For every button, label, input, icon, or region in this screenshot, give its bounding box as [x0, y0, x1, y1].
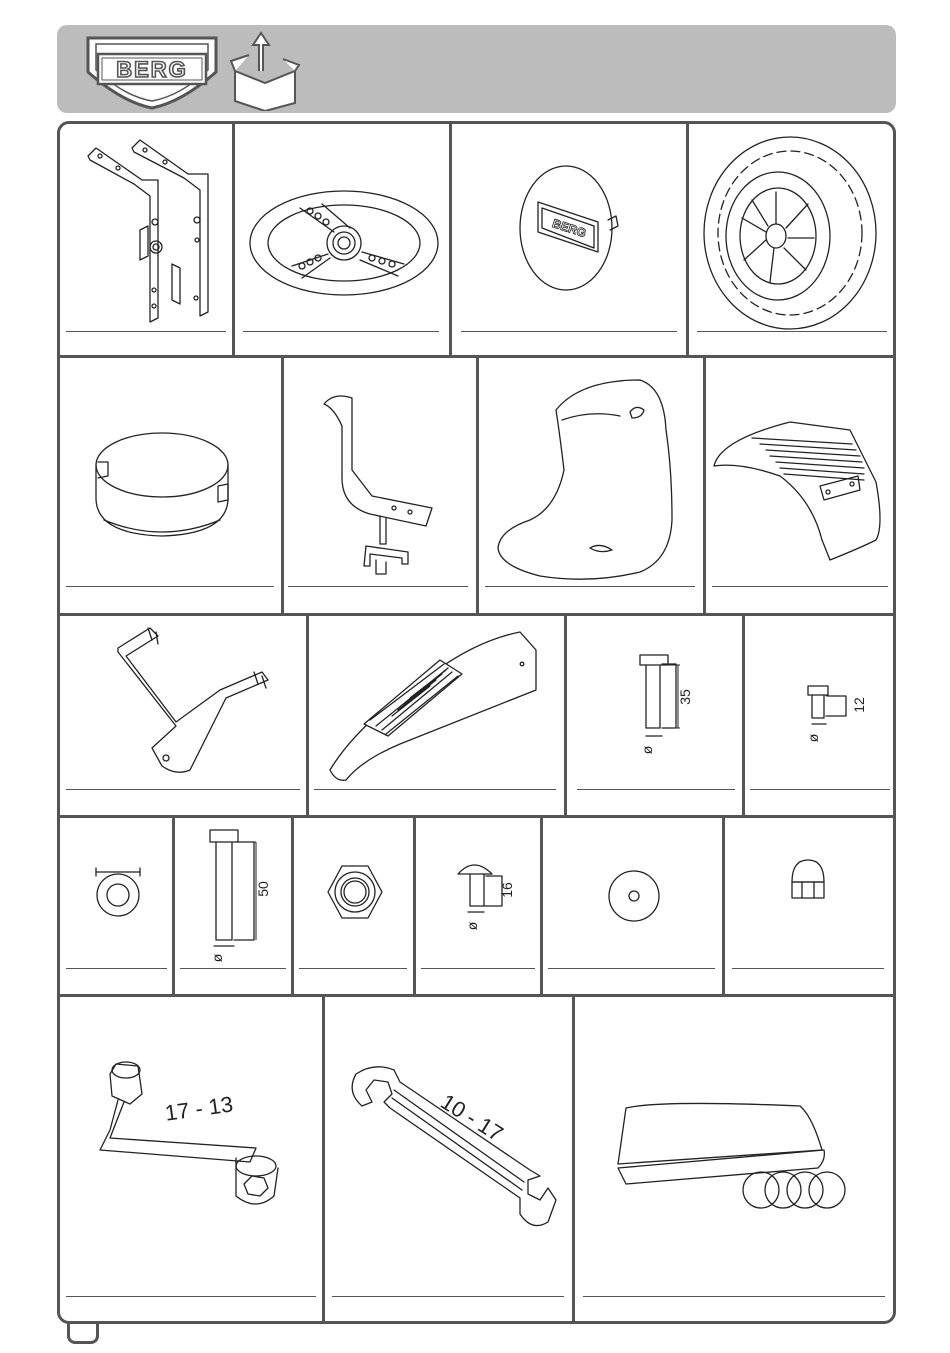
bolt-35-icon [640, 655, 676, 736]
bolt-12-icon [808, 686, 846, 724]
spacer-ring-icon [96, 868, 140, 916]
open-wrench-size: 10 - 17 [436, 1088, 508, 1147]
bolt-35-diameter: ø [639, 745, 655, 755]
front-bracket-icon [118, 628, 268, 772]
seat-bracket-icon [324, 396, 432, 574]
socket-wrench-size: 17 - 13 [163, 1091, 235, 1126]
page-tab [67, 1322, 99, 1344]
socket-wrench-icon [100, 1062, 278, 1204]
stickers-icon [618, 1103, 845, 1208]
bolt-12-length: 12 [851, 697, 867, 713]
wheel-icon [704, 137, 876, 329]
bolt-12-diameter: ø [805, 733, 821, 743]
steering-wheel-icon [250, 191, 438, 295]
bolt-50-icon [210, 830, 254, 946]
bolt-35-length: 35 [677, 689, 693, 705]
steering-brackets-icon [88, 140, 208, 322]
logo-text: BERG [116, 57, 188, 82]
hub-cap-logo: BERG [550, 216, 588, 241]
front-spoiler-icon [330, 632, 536, 780]
round-cover-icon [96, 433, 228, 536]
mudguard-icon [714, 422, 880, 560]
carriage-bolt-diameter: ø [464, 921, 480, 931]
bolt-50-diameter: ø [209, 953, 225, 963]
carriage-bolt-length: 16 [499, 882, 515, 898]
cap-nut-icon [792, 860, 824, 898]
carriage-bolt-16-icon [458, 865, 502, 912]
hex-nut-icon [328, 866, 382, 918]
seat-icon [498, 380, 672, 579]
washer-icon [609, 871, 659, 921]
bolt-50-length: 50 [255, 881, 271, 897]
